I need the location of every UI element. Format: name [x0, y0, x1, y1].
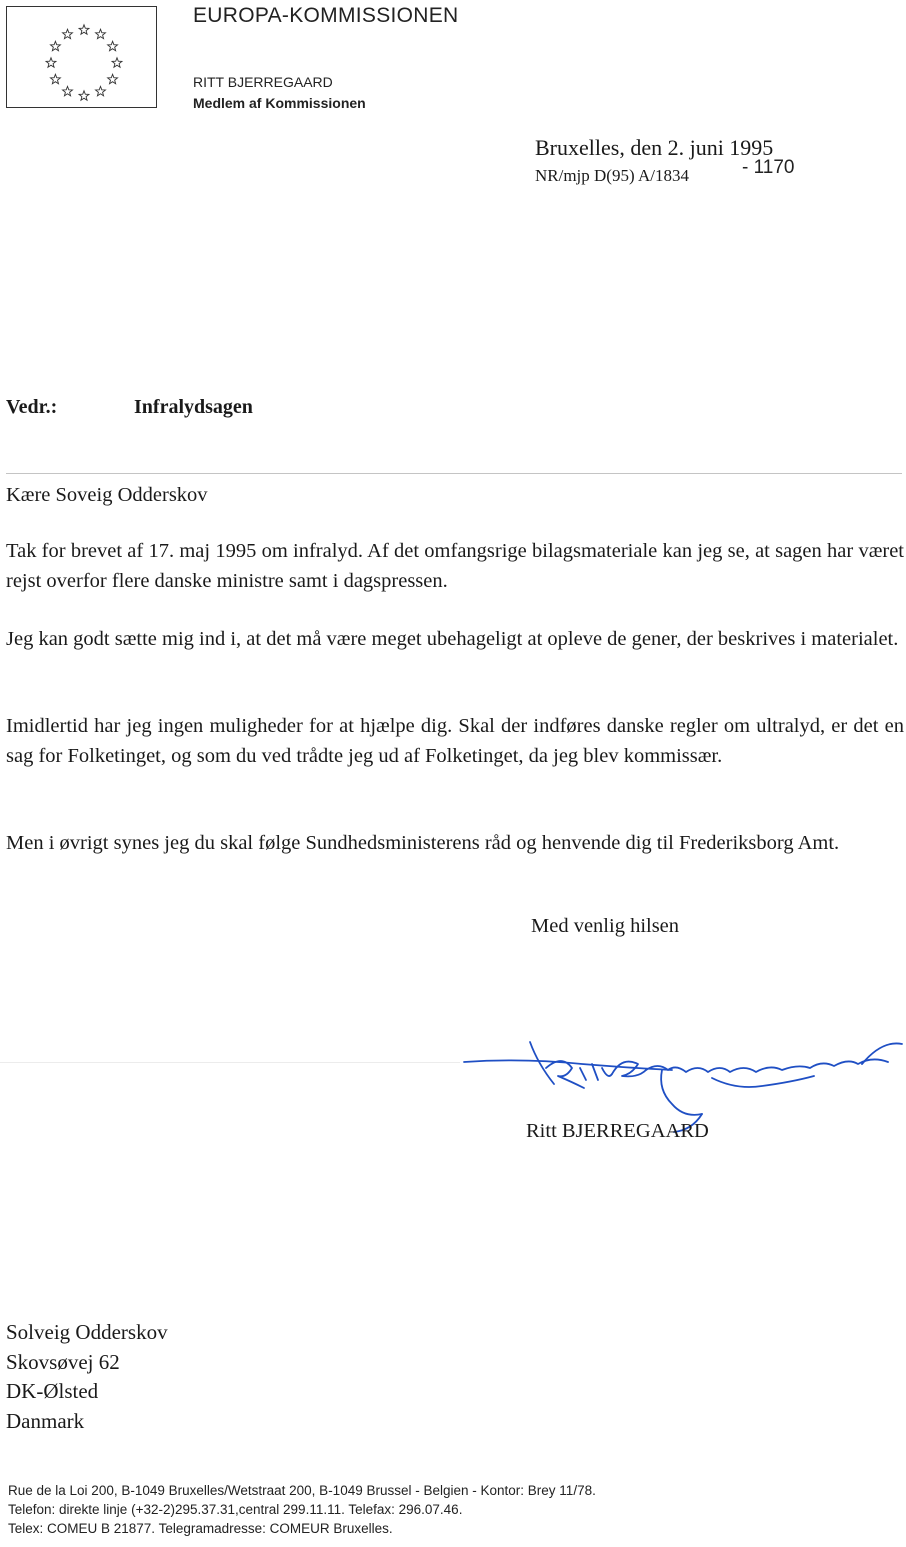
sender-name: RITT BJERREGAARD — [193, 74, 333, 90]
signer-name: Ritt BJERREGAARD — [526, 1120, 709, 1142]
star-icon — [46, 58, 56, 67]
star-icon — [50, 74, 60, 83]
footer-line: Rue de la Loi 200, B-1049 Bruxelles/Wetstraat 200, B-1049 Brussel - Belgien - Kontor: Brey 11/78. — [8, 1483, 596, 1498]
address-line: DK-Ølsted — [6, 1379, 99, 1403]
recipient-address — [6, 1318, 168, 1436]
footer-line: Telefon: direkte linje (+32-2)295.37.31,central 299.11.11. Telefax: 296.07.46. — [8, 1502, 463, 1517]
body-paragraph: Jeg kan godt sætte mig ind i, at det må være meget ubehageligt at opleve de gener, der beskrives i materialet. — [6, 628, 899, 650]
address-line: Danmark — [6, 1408, 85, 1433]
star-icon — [108, 74, 118, 83]
eu-logo — [6, 6, 157, 108]
star-icon — [112, 58, 122, 67]
star-icon — [96, 86, 106, 95]
star-icon — [96, 29, 106, 38]
star-icon — [79, 91, 89, 100]
body-paragraph: Imidlertid har jeg ingen muligheder for at hjælpe dig. Skal der indføres danske regler om ultralyd, er det en sag for Folketinget, og som du ved trådte jeg ud af Folketinget, da jeg blev kommissær. — [6, 715, 904, 767]
body-paragraph: Tak for brevet af 17. maj 1995 om infralyd. Af det omfangsrige bilagsmateriale kan jeg se, at sagen har været rejst overfor flere danske ministre samt i dagspressen. — [6, 540, 904, 592]
star-icon — [50, 41, 60, 50]
organization-name: EUROPA-KOMMISSIONEN — [193, 4, 459, 27]
salutation: Kære Soveig Odderskov — [6, 484, 208, 506]
footer-line: Telex: COMEU B 21877. Telegramadresse: COMEUR Bruxelles. — [8, 1521, 393, 1536]
eu-stars-icon — [7, 7, 158, 109]
subject-label: Vedr.: — [6, 396, 58, 418]
star-icon — [108, 41, 118, 50]
sender-role: Medlem af Kommissionen — [193, 95, 366, 111]
body-paragraph: Men i øvrigt synes jeg du skal følge Sundhedsministerens råd og henvende dig til Frederiksborg Amt. — [6, 832, 840, 854]
divider — [0, 1062, 460, 1063]
reference-number: NR/mjp D(95) A/1834 — [535, 166, 689, 185]
address-line: Solveig Odderskov — [6, 1320, 168, 1344]
handwritten-reference: - 1170 — [742, 157, 795, 178]
footer — [8, 1481, 596, 1538]
letter-date: Bruxelles, den 2. juni 1995 — [535, 135, 774, 160]
subject-text: Infralydsagen — [134, 396, 253, 418]
star-icon — [63, 86, 73, 95]
star-icon — [79, 25, 89, 34]
divider — [6, 473, 902, 474]
address-line: Skovsøvej 62 — [6, 1349, 120, 1374]
closing: Med venlig hilsen — [531, 915, 680, 937]
star-icon — [63, 29, 73, 38]
